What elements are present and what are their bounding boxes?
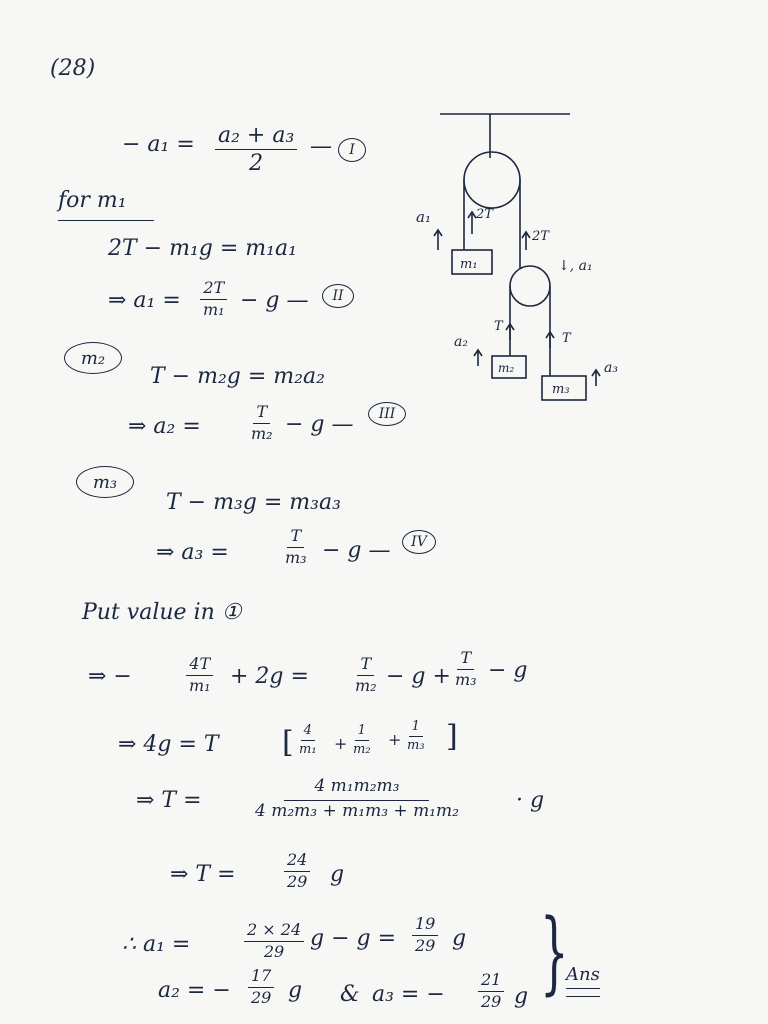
a1-line-den1: 29: [263, 941, 285, 961]
problem-number: (28): [50, 56, 96, 81]
a2-suffix: g: [288, 978, 303, 1003]
m3-result-prefix: ⇒ a₃ =: [156, 540, 229, 565]
a2-prefix: a₂ = −: [158, 978, 231, 1003]
m1-result-tag: II: [322, 284, 354, 308]
label-m2: m₂: [498, 361, 515, 375]
line-4g-f3-den: m₃: [407, 737, 425, 753]
line-4g-f2-num: 1: [355, 724, 369, 741]
a3-suffix: g: [514, 984, 529, 1009]
m2-result-tag: III: [368, 402, 406, 426]
pulley-diagram: [400, 100, 660, 420]
a1-line-fraction2: [412, 916, 438, 955]
m3-equation: T − m₃g = m₃a₃: [166, 490, 341, 515]
line-4g-plus1: +: [334, 734, 348, 753]
a1-line-num1: 2 × 24: [244, 922, 304, 942]
sub-f1-num: 4T: [186, 656, 213, 676]
sub-f2-num: T: [357, 656, 374, 676]
sub-line-end: − g: [488, 658, 528, 683]
m2-result-den: m₂: [251, 423, 273, 443]
put-value-text: Put value in ①: [82, 600, 242, 625]
label-m1: m₁: [460, 257, 478, 272]
sub-f3: [452, 650, 480, 689]
line-4g-f1-num: 4: [301, 724, 315, 741]
a1-line-fraction1: [244, 922, 304, 961]
lower-pulley: [510, 266, 550, 306]
m2-result-suffix: − g —: [285, 412, 354, 437]
t-expression-prefix: ⇒ T =: [136, 788, 202, 813]
line-4g-close: ]: [446, 719, 458, 754]
eq1-tag: I: [338, 138, 366, 162]
label-a1-right: ↓, a₁: [558, 258, 593, 274]
t-expression-den: 4 m₂m₃ + m₁m₃ + m₁m₂: [255, 800, 459, 821]
eq1-fraction: [215, 124, 297, 175]
sub-line-prefix: ⇒ −: [88, 664, 132, 689]
a3-den: 29: [481, 991, 502, 1011]
t-expression-suffix: · g: [516, 788, 545, 813]
label-2t-left: 2T: [476, 207, 493, 222]
sub-line-mid2: − g +: [386, 664, 451, 689]
sub-f3-num: T: [457, 650, 474, 670]
answer-label: Ans: [566, 966, 600, 989]
m1-result-prefix: ⇒ a₁ =: [108, 288, 181, 313]
m1-equation: 2T − m₁g = m₁a₁: [108, 236, 297, 261]
a2-den: 29: [251, 987, 272, 1007]
m2-result-fraction: [248, 404, 276, 443]
t-value-den: 29: [287, 871, 308, 891]
a2-fraction: [248, 968, 274, 1007]
line-4g-f1: [296, 724, 320, 756]
line-4g-plus2: +: [388, 730, 402, 749]
m2-label: m₂: [64, 342, 122, 374]
t-expression-num: 4 m₁m₂m₃: [284, 778, 429, 801]
m2-result-prefix: ⇒ a₂ =: [128, 414, 201, 439]
a3-fraction: [478, 972, 504, 1011]
a1-line-prefix: ∴ a₁ =: [122, 932, 191, 957]
sub-f1: [186, 656, 214, 695]
eq1-numerator: a₂ + a₃: [215, 124, 297, 150]
line-4g-f3-num: 1: [409, 720, 423, 737]
a1-line-num2: 19: [412, 916, 438, 936]
a1-line-mid: g − g =: [310, 926, 397, 951]
for-m1-heading: for m₁: [58, 190, 154, 221]
eq1-dash: —: [310, 134, 332, 159]
label-a3: a₃: [604, 360, 618, 376]
label-a1: a₁: [416, 208, 431, 226]
top-pulley: [464, 152, 520, 208]
label-m3: m₃: [552, 382, 570, 397]
t-expression-fraction: [252, 778, 462, 821]
m1-result-fraction: [200, 280, 228, 319]
line-4g-f3: [404, 720, 428, 752]
a2-num: 17: [248, 968, 274, 988]
m3-result-suffix: − g —: [322, 538, 391, 563]
line-4g-f1-den: m₁: [299, 741, 317, 757]
line-4g-f2: [350, 724, 374, 756]
t-value-fraction: [284, 852, 310, 891]
t-value-num: 24: [284, 852, 310, 872]
a1-line-den2: 29: [415, 935, 436, 955]
m1-result-den: m₁: [203, 299, 225, 319]
a3-num: 21: [478, 972, 504, 992]
sub-f1-den: m₁: [189, 675, 211, 695]
a3-prefix: a₃ = −: [372, 982, 445, 1007]
label-2t-right: 2T: [532, 229, 549, 244]
m1-result-suffix: − g —: [240, 288, 309, 313]
line-4g-prefix: ⇒ 4g = T: [118, 732, 219, 757]
m2-result-num: T: [253, 404, 270, 424]
m3-result-tag: IV: [402, 530, 436, 554]
m3-result-num: T: [287, 528, 304, 548]
label-t-right: T: [562, 331, 571, 346]
label-a2: a₂: [454, 334, 468, 350]
eq1-denominator: 2: [249, 151, 264, 177]
sub-line-mid1: + 2g =: [230, 664, 309, 689]
line-4g-open: [: [282, 725, 294, 760]
m1-result-num: 2T: [200, 280, 227, 300]
sub-f2: [352, 656, 380, 695]
t-value-prefix: ⇒ T =: [170, 862, 236, 887]
m2-equation: T − m₂g = m₂a₂: [150, 364, 325, 389]
answer-double-underline: [566, 996, 600, 997]
m3-result-fraction: [282, 528, 310, 567]
label-t-left: T: [494, 319, 503, 334]
sub-f3-den: m₃: [455, 669, 477, 689]
line-4g-f2-den: m₂: [353, 741, 371, 757]
sub-f2-den: m₂: [355, 675, 377, 695]
a1-line-suffix: g: [452, 926, 467, 951]
m3-result-den: m₃: [285, 547, 307, 567]
eq1-lhs: − a₁ =: [122, 132, 195, 157]
and-sign: &: [340, 982, 360, 1007]
m3-label: m₃: [76, 466, 134, 498]
answer-brace: }: [540, 900, 569, 1005]
t-value-suffix: g: [330, 862, 345, 887]
